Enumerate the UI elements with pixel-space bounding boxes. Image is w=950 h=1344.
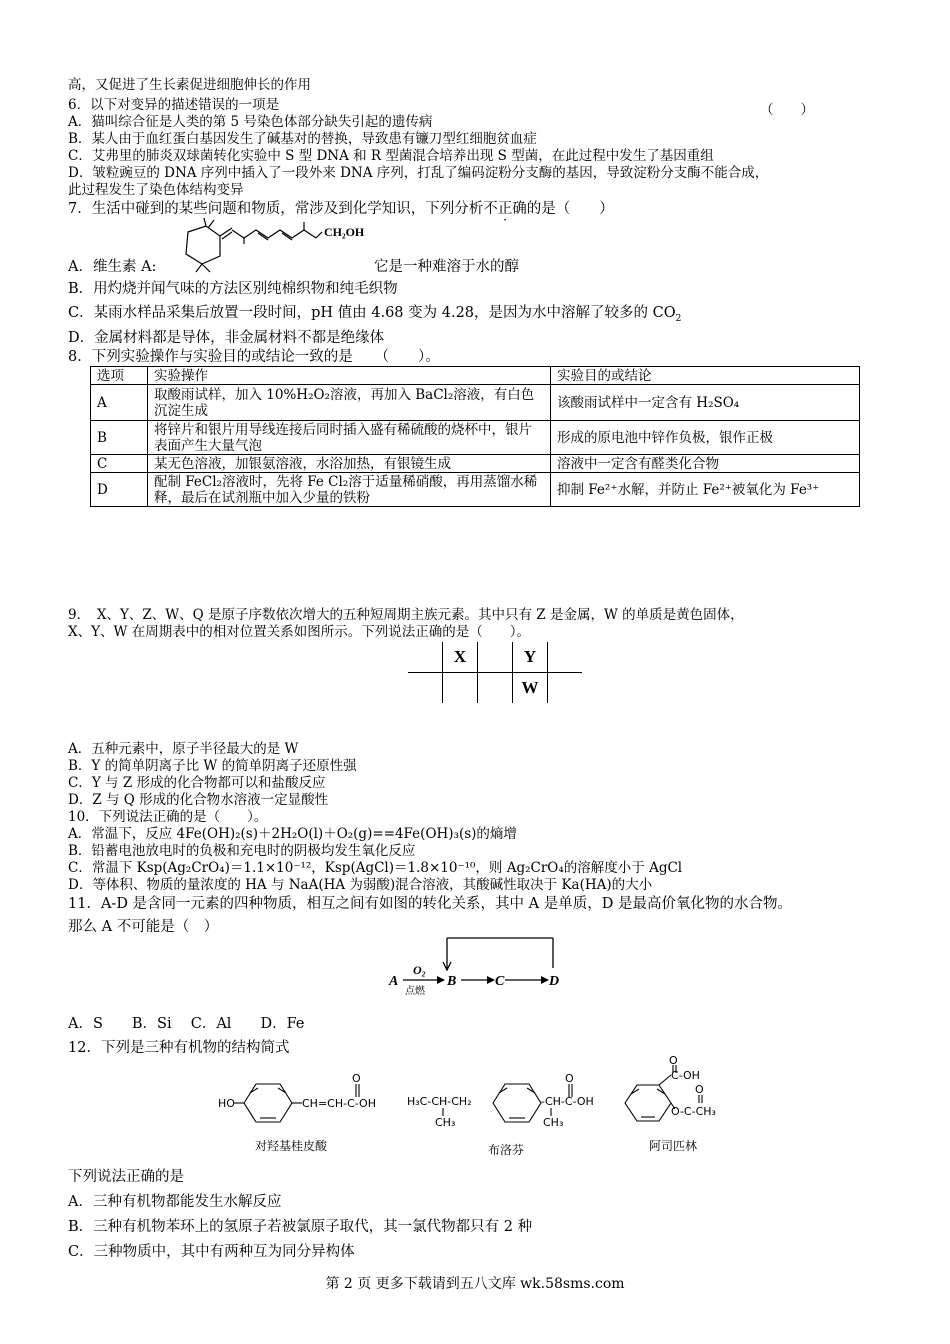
option-b: B．用灼烧并闻气味的方法区别纯棉织物和纯毛织物: [68, 281, 398, 297]
molecule-name: 布洛芬: [488, 1143, 525, 1157]
species-b: B: [447, 974, 457, 989]
option-d-cont: 此过程发生了染色体结构变异: [68, 182, 244, 198]
carbonyl-o: O: [565, 1072, 574, 1085]
option-a: A．常温下，反应 4Fe(OH)₂(s)＋2H₂O(l)＋O₂(g)==4Fe(OH)₃(s)的熵增: [68, 826, 517, 842]
table-row: [91, 385, 860, 421]
question-11: 11．A-D 是含同一元素的四种物质，相互之间有如图的转化关系，其中 A 是单质，D 是最高价氧化物的水合物。: [68, 896, 792, 912]
acid-chain-label: -CH-C-OH: [541, 1095, 594, 1108]
option-c: C．常温下 Ksp(Ag₂CrO₄)＝1.1×10⁻¹²，Ksp(AgCl)＝1.8×10⁻¹⁰，则 Ag₂CrO₄的溶解度小于 AgCl: [68, 860, 683, 876]
grid-cell: [548, 673, 583, 704]
question-7-tail: 的是（ ）: [526, 201, 614, 217]
ho-label: HO: [218, 1097, 235, 1110]
ester-label: O-C-CH₃: [671, 1105, 716, 1118]
question-9-cont: X、Y、W 在周期表中的相对位置关系如图所示。下列说法正确的是（ ）。: [68, 624, 530, 640]
option-d: D．等体积、物质的量浓度的 HA 与 NaA(HA 为弱酸)混合溶液，其酸碱性取决于 Ka(HA)的大小: [68, 877, 653, 893]
option-a: A．五种元素中，原子半径最大的是 W: [68, 741, 299, 757]
option-a-conclusion: 它是一种难溶于水的醇: [374, 259, 519, 275]
question-6: 6．以下对变异的描述错误的一项是: [68, 97, 280, 113]
header-cell: 实验目的或结论: [551, 367, 860, 385]
operation-cell: 配制 FeCl₂溶液时，先将 Fe Cl₂溶于适量稀硝酸，再用蒸馏水稀释，最后在试剂瓶中加入少量的铁粉: [148, 473, 551, 507]
molecule-name: 阿司匹林: [649, 1139, 698, 1153]
species-d: D: [549, 974, 560, 989]
header-cell: 选项: [91, 367, 148, 385]
element-w: W: [513, 673, 548, 704]
option-b: B．Y 的简单阴离子比 W 的简单阴离子还原性强: [68, 758, 357, 774]
grid-cell: [478, 673, 513, 704]
table-row: [91, 473, 860, 507]
chain-label: CH=CH-C-OH: [302, 1097, 376, 1110]
option-cell: A: [91, 385, 148, 421]
operation-cell: 某无色溶液，加银氨溶液，水浴加热，有银镜生成: [148, 455, 551, 473]
question-10: 10．下列说法正确的是（ ）。: [68, 809, 268, 825]
aspirin-structure: [615, 1054, 755, 1143]
option-cell: C: [91, 455, 148, 473]
grid-cell: [443, 673, 478, 704]
table-header-row: [91, 367, 860, 385]
carbonyl-o: O: [352, 1072, 361, 1085]
carbonyl-o: O: [669, 1054, 678, 1067]
result-cell: 抑制 Fe²⁺水解，并防止 Fe²⁺被氧化为 Fe³⁺: [551, 473, 860, 507]
table-row: [91, 455, 860, 473]
element-y: Y: [513, 642, 548, 673]
option-b: B．三种有机物苯环上的氢原子若被氯原子取代，其一氯代物都只有 2 种: [68, 1219, 533, 1235]
option-b: B．某人由于血红蛋白基因发生了碱基对的替换，导致患有镰刀型红细胞贫血症: [68, 131, 537, 147]
option-b: B．铅蓄电池放电时的负极和充电时的阴极均发生氧化反应: [68, 843, 416, 859]
option-cell: B: [91, 421, 148, 455]
page-footer: 第 2 页 更多下载请到五八文库 wk.58sms.com: [325, 1276, 625, 1292]
option-a: A．三种有机物都能发生水解反应: [68, 1194, 282, 1210]
experiment-table: [90, 366, 860, 507]
vitamin-a-structure: [168, 218, 388, 273]
option-d: D．皱粒豌豆的 DNA 序列中插入了一段外来 DNA 序列，打乱了编码淀粉分支酶的基因，导致淀粉分支酶不能合成，: [68, 165, 769, 181]
grid-cell: [478, 642, 513, 673]
methyl-label: CH₃: [543, 1116, 564, 1129]
answer-blank: （ ）: [760, 102, 814, 118]
species-c: C: [495, 974, 505, 989]
subscript: 2: [675, 313, 682, 324]
question-8: 8．下列实验操作与实验目的或结论一致的是 （ ）。: [68, 349, 440, 365]
option-c-text: C．某雨水样品采集后放置一段时间，pH 值由 4.68 变为 4.28，是因为水中溶解了较多的 CO: [68, 305, 676, 321]
carbonyl-o: O: [695, 1083, 704, 1096]
question-7-text: 7．生活中碰到的某些问题和物质，常涉及到化学知识，下列分析: [68, 201, 484, 217]
result-cell: 形成的原电池中锌作负极，银作正极: [551, 421, 860, 455]
grid-cell: [548, 642, 583, 673]
result-cell: 该酸雨试样中一定含有 H₂SO₄: [551, 385, 860, 421]
element-x: X: [443, 642, 478, 673]
option-cell: D: [91, 473, 148, 507]
option-d: D．金属材料都是导体，非金属材料不都是绝缘体: [68, 330, 385, 346]
carboxyl-label: C-OH: [671, 1069, 700, 1082]
option-c: [68, 304, 681, 323]
option-a: [68, 258, 156, 277]
statement-prompt: 下列说法正确的是: [68, 1169, 184, 1185]
operation-cell: 将锌片和银片用导线连接后同时插入盛有稀硫酸的烧杯中，银片表面产生大量气泡: [148, 421, 551, 455]
header-cell: 实验操作: [148, 367, 551, 385]
periodic-table-fragment: [408, 642, 582, 703]
methyl-label: CH₃: [435, 1116, 456, 1129]
ibuprofen-structure: [405, 1070, 605, 1150]
question-11-options: A．S B．Si C．Al D．Fe: [68, 1016, 305, 1032]
reagent-label: O₂: [413, 963, 426, 977]
question-9: 9． X、Y、Z、W、Q 是原子序数依次增大的五种短周期主族元素。其中只有 Z 是金属，W 的单质是黄色固体，: [68, 607, 744, 623]
molecule-name: 对羟基桂皮酸: [255, 1139, 328, 1153]
emphasis-text: 不正确: [483, 201, 527, 217]
isobutyl-label: H₃C-CH-CH₂: [407, 1095, 472, 1108]
condition-label: 点燃: [405, 986, 425, 997]
grid-cell: [408, 642, 443, 673]
grid-cell: [408, 673, 443, 704]
option-c: C．三种物质中，其中有两种互为同分异构体: [68, 1244, 355, 1260]
option-c: C．艾弗里的肺炎双球菌转化实验中 S 型 DNA 和 R 型菌混合培养出现 S 型菌，在此过程中发生了基因重组: [68, 148, 714, 164]
species-a: A: [389, 974, 399, 989]
option-a-text: A．维生素 A:: [68, 259, 157, 275]
option-c: C．Y 与 Z 形成的化合物都可以和盐酸反应: [68, 775, 326, 791]
ch2oh-label: CH₂OH: [324, 225, 365, 239]
question-11-cont: 那么 A 不可能是（ ）: [68, 919, 219, 935]
conversion-scheme: [385, 930, 570, 998]
question-7: [68, 200, 614, 219]
table-row: [91, 421, 860, 455]
option-d: D．Z 与 Q 形成的化合物水溶液一定显酸性: [68, 792, 329, 808]
result-cell: 溶液中一定含有醛类化合物: [551, 455, 860, 473]
text-line: 高，又促进了生长素促进细胞伸长的作用: [68, 77, 311, 93]
question-12: 12．下列是三种有机物的结构简式: [68, 1040, 290, 1056]
option-a: A．猫叫综合征是人类的第 5 号染色体部分缺失引起的遗传病: [68, 114, 433, 130]
operation-cell: 取酸雨试样，加入 10%H₂O₂溶液，再加入 BaCl₂溶液，有白色沉淀生成: [148, 385, 551, 421]
